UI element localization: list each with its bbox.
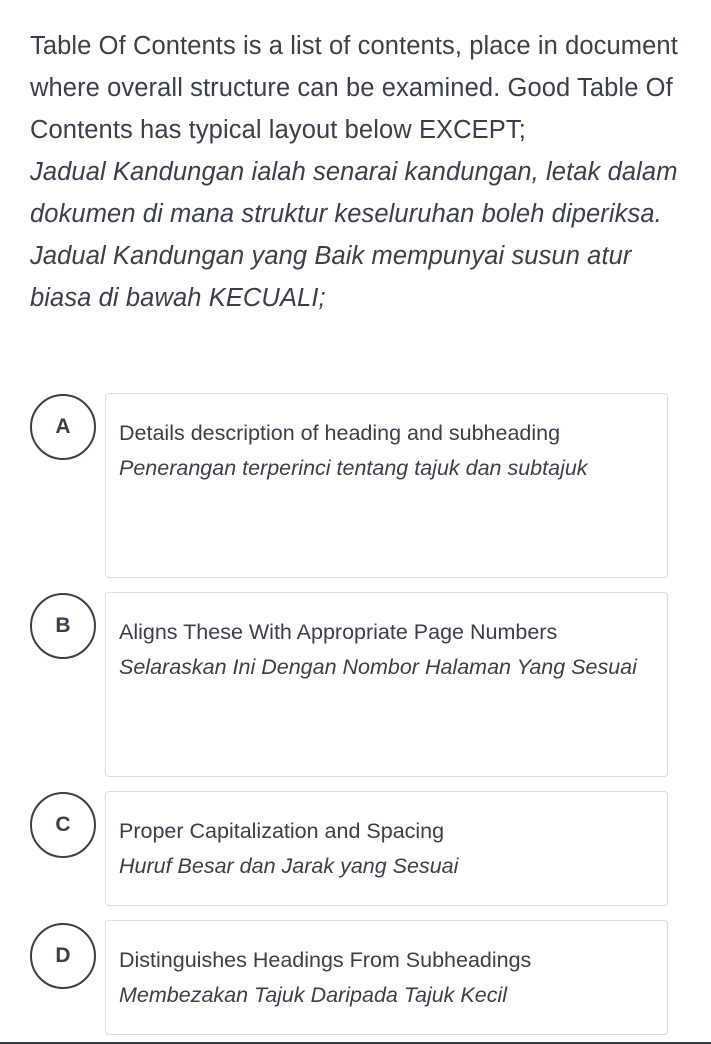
option-b-box[interactable]: [105, 592, 668, 777]
option-d-text-malay: Membezakan Tajuk Daripada Tajuk Kecil: [119, 982, 508, 1007]
option-b[interactable]: [30, 592, 668, 777]
question-text-english: Table Of Contents is a list of contents, place in document where overall structure can be examined. Good Table Of Contents has typical layout below EXCEPT;: [30, 32, 678, 144]
option-a-letter[interactable]: A: [30, 394, 96, 460]
option-a-text-english: Details description of heading and subheading: [119, 421, 561, 445]
question-text: [30, 25, 695, 319]
option-b-letter[interactable]: B: [30, 593, 96, 659]
option-c[interactable]: [30, 791, 668, 906]
option-d-letter[interactable]: D: [30, 923, 96, 989]
option-d-box[interactable]: [105, 920, 668, 1035]
option-b-text-malay: Selaraskan Ini Dengan Nombor Halaman Yang Sesuai: [119, 654, 637, 679]
option-d-text-english: Distinguishes Headings From Subheadings: [119, 948, 532, 972]
option-c-text-english: Proper Capitalization and Spacing: [119, 819, 445, 843]
option-c-box[interactable]: [105, 791, 668, 906]
option-a-text-malay: Penerangan terperinci tentang tajuk dan subtajuk: [119, 455, 588, 480]
option-b-text-english: Aligns These With Appropriate Page Numbers: [119, 620, 558, 644]
question-text-malay: Jadual Kandungan ialah senarai kandungan, letak dalam dokumen di mana struktur keseluruhan boleh diperiksa. Jadual Kandungan yang Baik mempunyai susun atur biasa di bawah KECUALI;: [30, 158, 678, 312]
option-a-box[interactable]: [105, 393, 668, 578]
option-a[interactable]: [30, 393, 668, 578]
option-c-text-malay: Huruf Besar dan Jarak yang Sesuai: [119, 853, 459, 878]
option-d[interactable]: [30, 920, 668, 1035]
option-c-letter[interactable]: C: [30, 792, 96, 858]
